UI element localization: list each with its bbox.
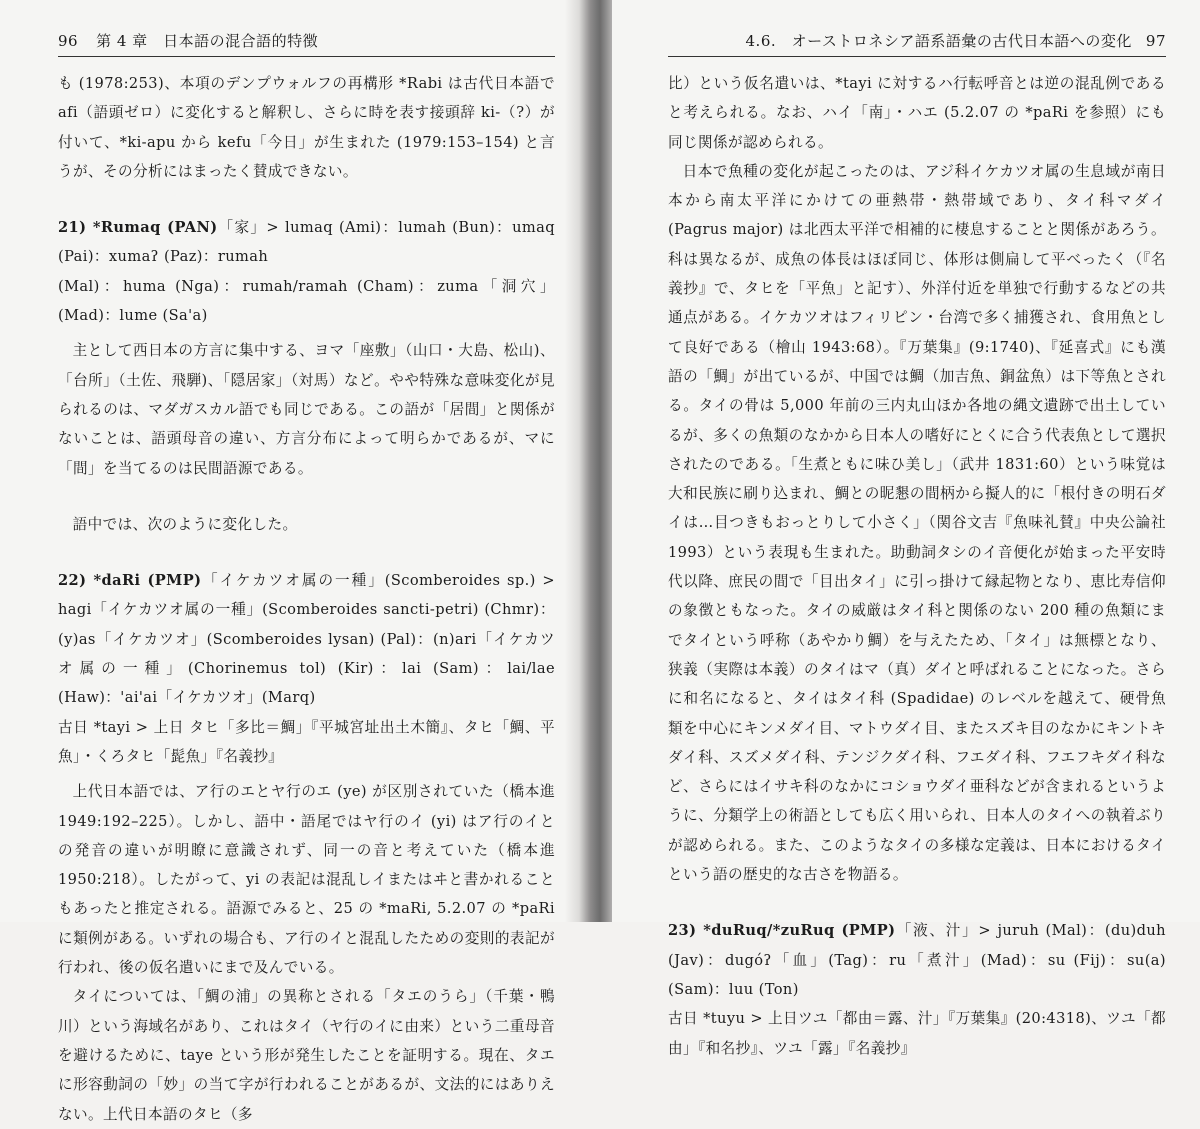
entry-21-text: 「家」> lumaq (Ami)：lumah (Bun)：umaq (Pai)：xumaʔ (Paz)：rumah [58, 219, 556, 266]
left-para-4: 語中では、次のように変化した。 [72, 515, 298, 533]
entry-22-derivation: 古日 *tayi > 上日 タヒ「多比＝鯛」『平城宮址出土木簡』、タヒ「鯛、平魚」・くろタヒ「髭魚」『名義抄』 [58, 718, 555, 765]
entry-22-text: 「イケカツオ属の一種」(Scomberoides sp.) > hagi「イケカツオ属の一種」(Scomberoides sancti-petri) (Chmr)：(y)as「イケカツオ」(Scomberoides lysan) (Pal)：(n)ari「イケカツオ属の一種」(Chorinemus tol) (Kir)：lai (Sam)：lai/lae (Haw)：'ai'ai「イケカツオ」(Marq) [58, 572, 555, 707]
right-page [612, 0, 1200, 1057]
left-para-7: タイについては、「鯛の浦」の異称とされる「タエのうら」（千葉・鴨川）という海域名があり、これはタイ（ヤ行のイに由来）という二重母音を避けるために、taye という形が発生したことを証明する。現在、タエに形容動詞の「妙」の当て字が行われることがあるが、文法的にはありえない。上代日本語のタヒ（多 [58, 988, 555, 1123]
left-running-title: 第 4 章 日本語の混合語的特徴 [96, 32, 319, 50]
left-page-number: 96 [58, 32, 79, 50]
right-para-2: 日本で魚種の変化が起こったのは、アジ科イケカツオ属の生息域が南日本から南太平洋にかけての亜熱帯・熱帯域であり、タイ科マダイ (Pagrus major) は北西太平洋で相補的に棲息することと関係があろう。科は異なるが、成魚の体長はほぼ同じ、体形は側扁して平べったく（『名義抄』で、タヒを「平魚」と記す）、外洋付近を単独で行動するなどの共通点がある。イケカツオはフィリピン・台湾で多く捕獲され、食用魚として良好である（檜山 1943:68）。『万葉集』(9:1740)、『延喜式』にも漢語の「鯛」が出ているが、中国では鯛（加吉魚、銅盆魚）は下等魚とされる。タイの骨は 5,000 年前の三内丸山ほか各地の縄文遺跡で出土しているが、多くの魚類のなかから日本人の嗜好にとくに合う代表魚として選択されたのである。「生煮ともに味ひ美し」（武井 1831:60）という味覚は大和民族に刷り込まれ、鯛との昵懇の間柄から擬人的に「根付きの明石ダイは…目つきもおっとりして小さく」（関谷文吉『魚味礼賛』中央公論社 1993）という表現も生まれた。助動詞タシのイ音便化が始まった平安時代以降、庶民の間で「目出タイ」に引っ掛けて縁起物となり、恵比寿信仰の象徴ともなった。タイの威厳はタイ科と関係のない 200 種の魚類にまでタイという呼称（あやかり鯛）を与えたため、「タイ」は無標となり、狭義（実際は本義）のタイはマ（真）ダイと呼ばれることになった。さらに和名になると、タイはタイ科 (Spadidae) のレベルを越えて、硬骨魚類を中心にキンメダイ目、マトウダイ目、またスズキ目のなかにキントキダイ科、スズメダイ科、テンジクダイ科、フエダイ科、フエフキダイ科など、さらにはイサキ科のなかにコショウダイ亜科などが含まれるというように、分類学上の術語としても広く用いられ、日本人のタイへの執着ぶりが認められる。また、このようなタイの多様な定義は、日本におけるタイという語の歴史的な古さを物語る。 [668, 162, 1166, 884]
entry-21 [58, 213, 555, 272]
right-page-number: 97 [1145, 32, 1166, 50]
entry-23 [668, 916, 1166, 1004]
entry-22-label: 22) *daRi (PMP) [58, 572, 202, 590]
left-para-1: も (1978:253)、本項のデンプウォルフの再構形 *Rabi は古代日本語で afi（語頭ゼロ）に変化すると解釈し、さらに時を表す接頭辞 ki-（?）が付いて、*ki-apu から kefu「今日」が生まれた (1979:153–154) と言うが、その分析にはまったく賛成できない。 [58, 75, 555, 180]
left-page [0, 0, 585, 1123]
left-para-6: 上代日本語では、ア行のエとヤ行のエ (ye) が区別されていた（橋本進 1949:192–225）。しかし、語中・語尾ではヤ行のイ (yi) はア行のイとの発音の違いが明瞭に意識されず、同一の音と考えていた（橋本進 1950:218）。したがって、yi の表記は混乱しイまたはヰと書かれることもあったと推定される。語源でみると、25 の *maRi, 5.2.07 の *paRi に類例がある。いずれの場合も、ア行のイと混乱したための変則的表記が行われ、後の仮名遣いにまで及んでいる。 [58, 783, 555, 977]
left-para-3: 主として西日本の方言に集中する、ヨマ「座敷」（山口・大島、松山)、「台所」（土佐、飛騨)、「隠居家」（対馬）など。やや特殊な意味変化が見られるのは、マダガスカル語でも同じである。この語が「居間」と関係がないことは、語頭母音の違い、方言分布によって明らかであるが、マに「間」を当てるのは民間語源である。 [58, 342, 555, 477]
entry-23-derivation: 古日 *tuyu > 上日ツユ「都由＝露、汁」『万葉集』(20:4318)、ツユ「都由」『和名抄』、ツユ「露」『名義抄』 [668, 1010, 1166, 1057]
entry-21-continued: (Mal)：huma (Nga)：rumah/ramah (Cham)：zuma「洞穴」(Mad)：lume (Sa'a) [58, 277, 555, 325]
right-running-title: 4.6. オーストロネシア語系語彙の古代日本語への変化 [745, 32, 1132, 50]
left-running-head [58, 30, 555, 57]
entry-21-label: 21) *Rumaq (PAN) [58, 219, 218, 237]
right-running-head [668, 30, 1166, 57]
entry-23-text: 「液、汁」> juruh (Mal)：(du)duh (Jav)：dugóʔ「血」(Tag)：ru「煮汁」(Mad)：su (Fij)：su(a) (Sam)：luu (Ton) [668, 922, 1166, 998]
entry-23-label: 23) *duRuq/*zuRuq (PMP) [668, 922, 896, 940]
entry-22 [58, 566, 555, 712]
right-para-1: 比）という仮名遣いは、*tayi に対するハ行転呼音とは逆の混乱例であると考えられる。なお、ハイ「南」・ハエ (5.2.07 の *paRi を参照）にも同じ関係が認められる。 [668, 75, 1166, 151]
